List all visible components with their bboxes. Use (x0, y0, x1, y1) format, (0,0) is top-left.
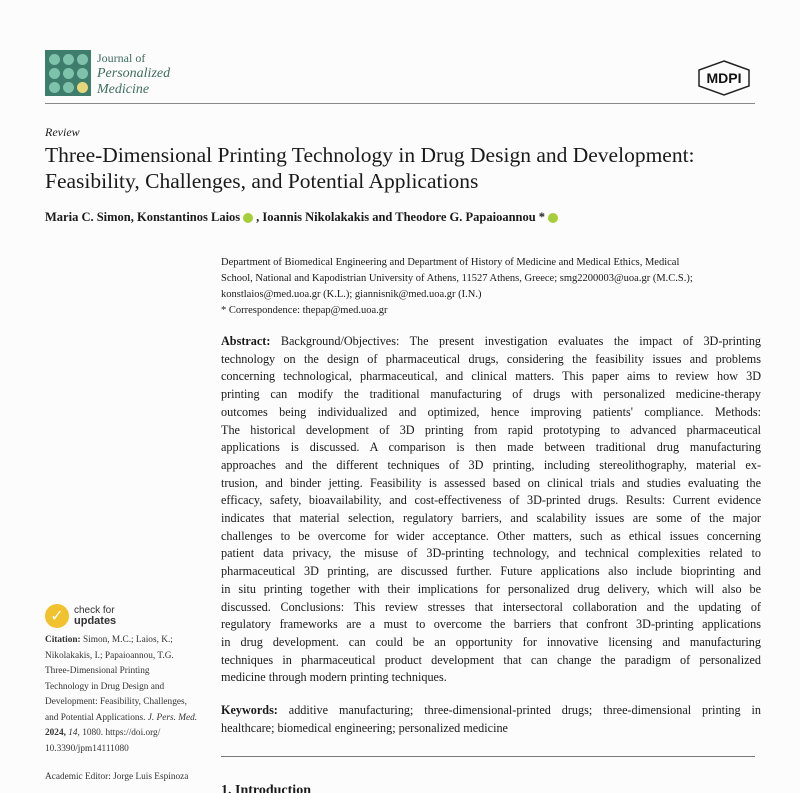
citation-volume: 14, (68, 728, 80, 738)
orcid-icon[interactable] (243, 213, 253, 223)
affiliation-line: Department of Biomedical Engineering and Department of History of Medicine and Medical Ethics, Medical (221, 257, 680, 268)
abstract-line: concerning technological, pharmaceutical, and clinical matters. This paper aims to review how 3D (221, 369, 761, 384)
doi-link[interactable]: 1080. https://doi.org/ (82, 728, 161, 738)
citation-label: Citation: (45, 635, 81, 645)
svg-text:MDPI: MDPI (706, 70, 742, 86)
keywords-line: healthcare; biomedical engineering; personalized medicine (221, 720, 508, 735)
abstract-line: technology on the design of pharmaceutical drugs, considering the feasibility issues and problems (221, 351, 761, 366)
abstract-line: in drug development. can could be an opportunity for innovative licensing and manufacturing (221, 634, 761, 649)
abstract-line: outcomes being individualized and optimized, hence improving patients' compliance. Methods: (221, 404, 761, 419)
abstract-line: approaches and the different techniques of 3D printing, including stereolithography, material ex- (221, 457, 761, 472)
author-list: Maria C. Simon, Konstantinos Laios , Ioannis Nikolakakis and Theodore G. Papaioannou * (45, 210, 561, 225)
abstract-line: The historical development of 3D printing from rapid prototyping to advanced pharmaceutical (221, 422, 761, 437)
author-names: Maria C. Simon, Konstantinos Laios (45, 210, 241, 224)
check-updates-label: updates (74, 614, 117, 627)
abstract-line: trusion, and binder jetting. Feasibility is assessed based on clinical trials and studies evaluating the (221, 475, 761, 490)
doi-link[interactable]: 10.3390/jpm14111080 (45, 743, 129, 754)
affiliation-line: School, National and Kapodistrian University of Athens, 11527 Athens, Greece; smg2200003@uoa.gr (M.C.S.); (221, 273, 693, 284)
citation-text: and Potential Applications. (45, 712, 146, 723)
journal-name-line: Journal of (97, 51, 146, 65)
abstract-line: regulatory frameworks are a must to overcome the barriers that confront 3D-printing applications (221, 617, 761, 632)
abstract-line: patient data privacy, the misuse of 3D-printing technology, and technical complexities related to (221, 546, 761, 561)
affiliations (221, 255, 761, 319)
journal-name-line: Medicine (97, 82, 150, 97)
checkmark-icon: ✓ (45, 604, 69, 628)
abstract-line: medicine through modern printing techniques. (221, 670, 447, 685)
section-divider (221, 756, 755, 757)
affiliation-line: konstlaios@med.uoa.gr (K.L.); giannisnik@med.uoa.gr (I.N.) (221, 289, 482, 300)
citation-journal: J. Pers. Med. (147, 712, 198, 723)
check-updates-label: check for (74, 604, 115, 616)
citation-text: Three-Dimensional Printing (45, 666, 150, 676)
citation-text: Technology in Drug Design and (45, 681, 165, 692)
abstract-line: in situ printing together with their implications for personalized drug delivery, which will also be (221, 581, 761, 596)
mdpi-logo (697, 60, 751, 96)
abstract-line: challenges to be overcome for wider acceptance. Other matters, such as ethical issues concerning (221, 528, 761, 543)
abstract-line: indicates that material selection, regulatory barriers, and scalability issues are some of the major (221, 511, 761, 526)
abstract-line: applications is discussed. A comparison is then made between traditional drug manufacturing (221, 440, 761, 455)
author-names: Ioannis Nikolakakis and Theodore G. Papaioannou * (262, 210, 546, 224)
abstract-line: printing can modify the traditional manufacturing of drugs with personalized medicine-therapy (221, 387, 761, 402)
section-heading: 1. Introduction (221, 783, 311, 793)
keywords (221, 702, 761, 737)
orcid-icon[interactable] (548, 213, 558, 223)
abstract-line: techniques in pharmaceutical product development that can change the paradigm of personalized (221, 652, 761, 667)
journal-logo (45, 50, 91, 96)
journal-name (97, 50, 170, 98)
abstract-label: Abstract: (221, 334, 271, 348)
abstract (221, 333, 761, 687)
citation (45, 633, 213, 757)
check-for-updates-button[interactable] (45, 604, 116, 628)
keywords-line: additive manufacturing; three-dimensional-printed drugs; three-dimensional printing in (288, 703, 762, 717)
citation-year: 2024, (45, 728, 66, 738)
citation-text: Nikolakakis, I.; Papaioannou, T.G. (45, 650, 174, 661)
keywords-label: Keywords: (221, 703, 278, 717)
header-divider (45, 103, 755, 104)
citation-text: Development: Feasibility, Challenges, (45, 697, 187, 707)
abstract-line: pharmaceutical 3D printing, are discussed further. Future applications also include bioprinting and (221, 564, 761, 579)
abstract-line: discussed. Conclusions: This review stresses that intersectoral collaboration and the updating of (221, 599, 761, 614)
article-type: Review (45, 125, 80, 139)
abstract-line: Background/Objectives: The present investigation evaluates the impact of 3D-printing (280, 334, 762, 348)
academic-editor: Academic Editor: Jorge Luis Espinoza (45, 772, 189, 782)
abstract-line: efficacy, safety, bioavailability, and cost-effectiveness of 3D-printed drugs. Results: Current evidence (221, 493, 761, 508)
article-title: Three-Dimensional Printing Technology in Drug Design and Development: Feasibility, Challenges, and Potential Applications (45, 143, 695, 193)
citation-text: Simon, M.C.; Laios, K.; (82, 635, 173, 645)
journal-name-line: Personalized (97, 66, 171, 81)
correspondence: * Correspondence: thepap@med.uoa.gr (221, 305, 388, 316)
